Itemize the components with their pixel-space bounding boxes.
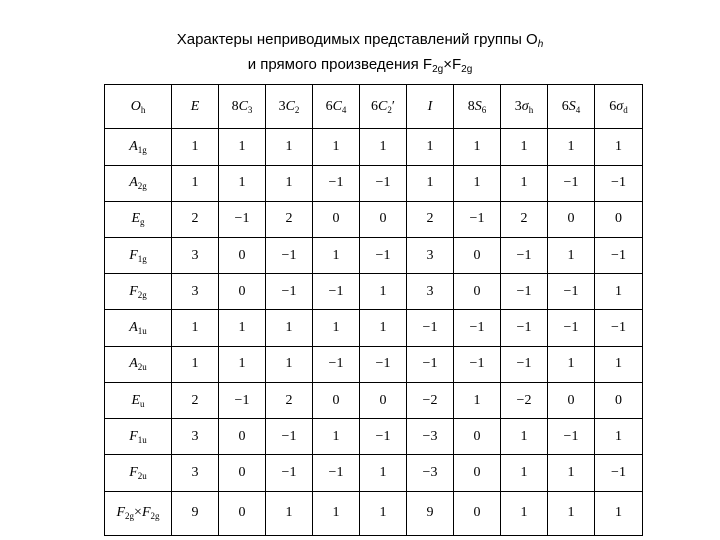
character-value: −1 <box>360 237 407 273</box>
character-value: −3 <box>407 419 454 455</box>
character-value: −1 <box>266 455 313 491</box>
character-value: −1 <box>548 274 595 310</box>
character-value: 1 <box>172 165 219 201</box>
character-value: 1 <box>595 346 643 382</box>
character-value: 0 <box>454 419 501 455</box>
character-value: −3 <box>407 455 454 491</box>
character-value: 1 <box>407 129 454 165</box>
table-row <box>105 419 643 455</box>
character-value: −1 <box>548 310 595 346</box>
character-value: −1 <box>501 274 548 310</box>
character-value: 1 <box>360 491 407 535</box>
character-value: 1 <box>313 237 360 273</box>
character-value: 9 <box>407 491 454 535</box>
table-row <box>105 274 643 310</box>
character-value: 3 <box>172 455 219 491</box>
character-value: −1 <box>548 419 595 455</box>
character-value: 1 <box>595 129 643 165</box>
class-header: I <box>407 85 454 129</box>
table-row <box>105 491 643 535</box>
character-value: −1 <box>501 310 548 346</box>
character-value: 2 <box>407 201 454 237</box>
class-header: $8C_3$ <box>219 85 266 129</box>
character-value: 1 <box>595 274 643 310</box>
character-value: 3 <box>172 419 219 455</box>
character-value: −1 <box>313 165 360 201</box>
character-value: 1 <box>501 455 548 491</box>
character-value: 2 <box>266 201 313 237</box>
character-value: −1 <box>266 419 313 455</box>
irrep-label: $F_{2g}\times F_{2g}$ <box>105 491 172 535</box>
group-label-header: $O_h$ <box>105 85 172 129</box>
character-table <box>104 84 643 536</box>
character-value: 1 <box>266 129 313 165</box>
character-value: 1 <box>266 310 313 346</box>
character-value: −1 <box>360 165 407 201</box>
character-value: 1 <box>501 129 548 165</box>
class-header: $6C_2'$ <box>360 85 407 129</box>
character-value: 9 <box>172 491 219 535</box>
table-row <box>105 382 643 418</box>
class-header: $8S_6$ <box>454 85 501 129</box>
irrep-label: $A_{2u}$ <box>105 346 172 382</box>
character-value: 0 <box>219 419 266 455</box>
irrep-label: $A_{1u}$ <box>105 310 172 346</box>
character-value: 0 <box>360 382 407 418</box>
character-value: 0 <box>219 491 266 535</box>
character-value: −1 <box>548 165 595 201</box>
character-value: 1 <box>219 129 266 165</box>
irrep-label: $F_{1u}$ <box>105 419 172 455</box>
character-value: −1 <box>595 165 643 201</box>
irrep-label: $A_{2g}$ <box>105 165 172 201</box>
character-value: 2 <box>172 201 219 237</box>
header-row <box>105 85 643 129</box>
character-value: 1 <box>360 274 407 310</box>
character-value: 2 <box>266 382 313 418</box>
table-row <box>105 237 643 273</box>
character-value: 1 <box>266 491 313 535</box>
character-value: 1 <box>313 310 360 346</box>
character-value: 0 <box>219 237 266 273</box>
title-line-2: и прямого произведения $F_{2g}\times F_{2g}$ <box>247 56 473 75</box>
character-value: −1 <box>313 346 360 382</box>
character-value: 1 <box>548 491 595 535</box>
character-value: 0 <box>313 201 360 237</box>
table-row <box>105 165 643 201</box>
title-line-1: Характеры неприводимых представлений группы $O_h$ <box>176 31 544 50</box>
table-row <box>105 129 643 165</box>
character-value: 2 <box>501 201 548 237</box>
character-value: 1 <box>172 310 219 346</box>
character-value: 1 <box>219 165 266 201</box>
character-value: 1 <box>501 165 548 201</box>
table-row <box>105 346 643 382</box>
table-row <box>105 201 643 237</box>
character-value: −1 <box>595 455 643 491</box>
class-header: $6S_4$ <box>548 85 595 129</box>
page-title <box>0 30 720 80</box>
table-row <box>105 455 643 491</box>
character-value: −1 <box>454 310 501 346</box>
class-header: $6C_4$ <box>313 85 360 129</box>
irrep-label: $F_{2u}$ <box>105 455 172 491</box>
character-value: 0 <box>219 274 266 310</box>
character-value: −1 <box>454 346 501 382</box>
character-value: 1 <box>548 237 595 273</box>
class-header: E <box>172 85 219 129</box>
character-value: 1 <box>266 346 313 382</box>
class-header: $3\sigma_h$ <box>501 85 548 129</box>
character-value: −1 <box>407 310 454 346</box>
character-value: −1 <box>313 274 360 310</box>
character-value: −1 <box>313 455 360 491</box>
character-value: 0 <box>548 201 595 237</box>
character-value: −1 <box>501 346 548 382</box>
character-value: 1 <box>266 165 313 201</box>
character-value: 2 <box>172 382 219 418</box>
character-value: 0 <box>454 491 501 535</box>
character-value: 1 <box>219 310 266 346</box>
character-value: 1 <box>548 455 595 491</box>
irrep-label: $F_{1g}$ <box>105 237 172 273</box>
character-value: 3 <box>172 237 219 273</box>
character-value: 0 <box>595 201 643 237</box>
character-value: 3 <box>172 274 219 310</box>
character-value: 0 <box>219 455 266 491</box>
irrep-label: $E_g$ <box>105 201 172 237</box>
character-value: −1 <box>266 274 313 310</box>
character-value: 0 <box>595 382 643 418</box>
character-value: 1 <box>454 129 501 165</box>
character-value: 3 <box>407 274 454 310</box>
character-value: 1 <box>313 491 360 535</box>
character-value: 1 <box>595 491 643 535</box>
character-value: 0 <box>313 382 360 418</box>
character-value: 0 <box>454 237 501 273</box>
character-value: −2 <box>407 382 454 418</box>
character-value: 1 <box>313 129 360 165</box>
character-value: 0 <box>548 382 595 418</box>
character-value: 1 <box>219 346 266 382</box>
character-value: 0 <box>360 201 407 237</box>
character-value: −1 <box>266 237 313 273</box>
character-value: −1 <box>360 419 407 455</box>
character-value: −1 <box>595 310 643 346</box>
character-value: 3 <box>407 237 454 273</box>
character-value: 1 <box>548 346 595 382</box>
class-header: $6\sigma_d$ <box>595 85 643 129</box>
character-value: 1 <box>454 165 501 201</box>
character-value: 1 <box>454 382 501 418</box>
character-value: 1 <box>360 129 407 165</box>
character-value: 1 <box>501 491 548 535</box>
irrep-label: $A_{1g}$ <box>105 129 172 165</box>
character-value: 1 <box>501 419 548 455</box>
character-value: 1 <box>360 455 407 491</box>
table-row <box>105 310 643 346</box>
character-value: −1 <box>501 237 548 273</box>
character-value: −1 <box>219 382 266 418</box>
character-value: −1 <box>219 201 266 237</box>
character-value: 0 <box>454 274 501 310</box>
character-value: 0 <box>454 455 501 491</box>
character-value: −1 <box>454 201 501 237</box>
character-value: 1 <box>548 129 595 165</box>
character-value: −2 <box>501 382 548 418</box>
character-value: −1 <box>595 237 643 273</box>
character-value: 1 <box>313 419 360 455</box>
character-value: 1 <box>172 129 219 165</box>
character-value: 1 <box>360 310 407 346</box>
character-value: 1 <box>407 165 454 201</box>
character-value: 1 <box>595 419 643 455</box>
character-value: −1 <box>407 346 454 382</box>
character-value: −1 <box>360 346 407 382</box>
irrep-label: $E_u$ <box>105 382 172 418</box>
class-header: $3C_2$ <box>266 85 313 129</box>
irrep-label: $F_{2g}$ <box>105 274 172 310</box>
character-value: 1 <box>172 346 219 382</box>
